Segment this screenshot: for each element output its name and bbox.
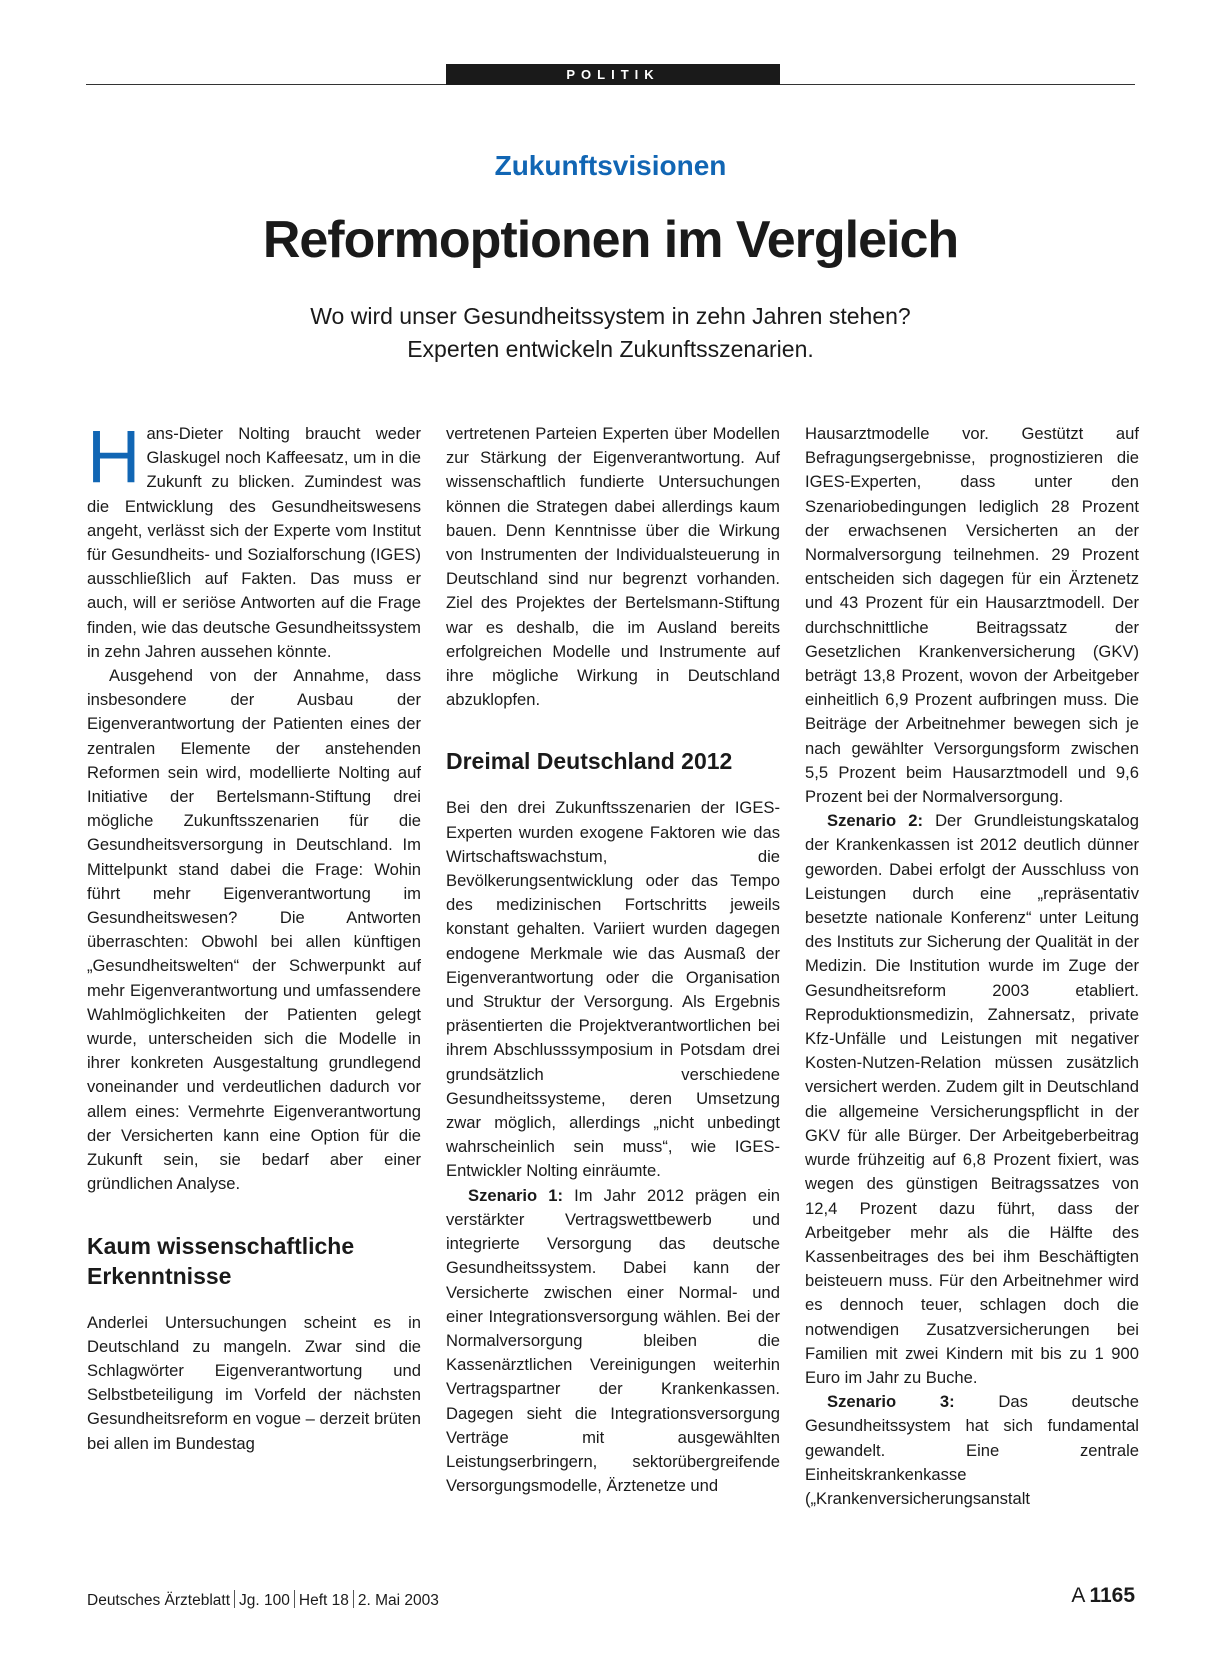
issue: Heft 18 [298,1592,349,1609]
folio-number: 1165 [1089,1584,1135,1607]
column-1 [87,415,421,1456]
column-3 [805,422,1139,1511]
separator [353,1590,354,1608]
page-number [1071,1584,1135,1608]
scenario-label: Szenario 1: [468,1185,564,1205]
paragraph: Hausarztmodelle vor. Gestützt auf Befragungsergebnisse, prognostizieren die IGES-Experten, dass unter den Szenariobedingungen lediglich 28 Prozent der erwachsenen Versicherten an der Normalversorgung teilnehmen. 29 Prozent entscheiden sich dagegen für ein Ärztenetz und 43 Prozent für ein Hausarztmodell. Der durchschnittliche Beitragssatz der Gesetzlichen Krankenversicherung (GKV) beträgt 13,8 Prozent, wovon der Arbeitgeber einheitlich 6,9 Prozent aufbringen muss. Die Beiträge der Arbeitnehmer bewegen sich je nach gewählter Versorgungsform zwischen 5,5 Prozent beim Hausarztmodell und 9,6 Prozent bei der Normalversorgung. [805,424,1139,807]
paragraph: Anderlei Untersuchungen scheint es in Deutschland zu mangeln. Zwar sind die Schlagwörter Eigenverantwortung und Selbstbeteiligung im Vorfeld der nächsten Gesundheitsreform en vogue – derzeit brüten bei allen im Bundestag [87,1312,421,1453]
deck-line-2: Experten entwickeln Zukunftsszenarien. [407,336,814,362]
separator [294,1590,295,1608]
column-2 [446,422,780,1498]
paragraph-text: Der Grundleistungskatalog der Krankenkassen ist 2012 deutlich dünner geworden. Dabei erfolgt der Ausschluss von Leistungen durch eine „repräsentativ besetzte nationale Konferenz“ unter Leitung des Instituts zur Sicherung der Qualität in der Medizin. Die Institution wurde im Zuge der Gesundheitsreform 2003 etabliert. Reproduktionsmedizin, Zahnersatz, private Kfz-Unfälle und Leistungen mit negativer Kosten-Nutzen-Relation müssen zusätzlich versichert werden. Zudem gilt in Deutschland die allgemeine Versicherungspflicht in der GKV für alle Bürger. Der Arbeitgeberbeitrag wurde frühzeitig auf 6,8 Prozent fixiert, was wegen des günstigen Beitragssatzes von 12,4 Prozent dazu führt, dass der Arbeitgeber mehr als die Hälfte des Kassenbeitrages des bei ihm Beschäftigten beisteuern muss. Für den Arbeitnehmer wird es dennoch teuer, schlagen doch die notwendigen Zusatzversicherungen bei Familien mit zwei Kindern mit bis zu 1 900 Euro im Jahr zu Buche. [805,811,1140,1387]
article-deck [0,300,1221,366]
subheading: Kaum wissenschaftliche Erkenntnisse [87,1232,355,1289]
section-label: POLITIK [446,64,780,85]
article-kicker: Zukunftsvisionen [494,150,727,181]
volume: Jg. 100 [239,1592,290,1609]
folio-prefix: A [1071,1584,1086,1607]
issue-date: 2. Mai 2003 [357,1592,439,1609]
paragraph: vertretenen Parteien Experten über Modellen zur Stärkung der Eigenverantwortung. Auf wissenschaftlich fundierte Untersuchungen können die Strategen dabei allerdings kaum bauen. Denn Kenntnisse über die Wirkung von Instrumenten der Individualsteuerung in Deutschland sind nur begrenzt vorhanden. Ziel des Projektes der Bertelsmann-Stiftung war es deshalb, die im Ausland bereits erfolgreichen Modelle und Instrumente auf ihre mögliche Wirkung in Deutschland abzuklopfen. [446,424,780,710]
footer-citation [87,1590,439,1610]
paragraph [805,809,1139,1390]
paragraph-text: ans-Dieter Nolting braucht weder Glaskugel noch Kaffeesatz, um in die Zukunft zu blicken. Zumindest was die Entwicklung des Gesundheitswesens angeht, verlässt sich der Experte vom Institut für Gesundheits- und Sozialforschung (IGES) ausschließlich auf Fakten. Das muss er auch, will er seriöse Antworten auf die Frage finden, wie das deutsche Gesundheitssystem in zehn Jahren aussehen könnte. [87,424,421,661]
separator [234,1590,235,1608]
paragraph-text: Das deutsche Gesundheitssystem hat sich fundamental gewandelt. Eine zentrale Einheitskrankenkasse („Krankenversicherungsanstalt [805,1392,1140,1508]
paragraph [805,1390,1139,1511]
scenario-label: Szenario 2: [827,811,923,831]
deck-line-1: Wo wird unser Gesundheitssystem in zehn Jahren stehen? [310,303,911,329]
paragraph [446,1184,780,1499]
article-title: Reformoptionen im Vergleich [262,211,959,269]
drop-cap: H [87,415,141,498]
paragraph: Ausgehend von der Annahme, dass insbesondere der Ausbau der Eigenverantwortung der Patienten eines der zentralen Elemente der anstehenden Reformen sein wird, modellierte Nolting auf Initiative der Bertelsmann-Stiftung drei mögliche Zukunftsszenarien für die Gesundheitsversorgung in Deutschland. Im Mittelpunkt stand dabei die Frage: Wohin führt mehr Eigenverantwortung im Gesundheitswesen? Die Antworten überraschten: Obwohl bei allen künftigen „Gesundheitswelten“ der Schwerpunkt auf mehr Eigenverantwortung und umfassendere Wahlmöglichkeiten der Patienten gelegt wurde, unterscheiden sich die Modelle in ihrer konkreten Ausgestaltung grundlegend voneinander und verdeutlichen dadurch vor allem eines: Vermehrte Eigenverantwortung der Versicherten kann eine Option für die Zukunft sein, sie bedarf aber einer gründlichen Analyse. [87,666,421,1194]
paragraph-text: Im Jahr 2012 prägen ein verstärkter Vertragswettbewerb und integrierte Versorgung das deutsche Gesundheitssystem. Dabei kann der Versicherte zwischen einer Normal- und einer Integrationsversorgung wählen. Bei der Normalversorgung bleiben die Kassenärztlichen Vereinigungen weiterhin Vertragspartner der Krankenkassen. Dagegen sieht die Integrationsversorgung Verträge mit ausgewählten Leistungserbringern, sektorübergreifende Versorgungsmodelle, Ärztenetze und [446,1185,780,1496]
journal-name: Deutsches Ärzteblatt [87,1592,231,1609]
paragraph [87,415,421,664]
scenario-label: Szenario 3: [827,1392,955,1412]
subheading: Dreimal Deutschland 2012 [446,748,733,775]
paragraph: Bei den drei Zukunftsszenarien der IGES-Experten wurden exogene Faktoren wie das Wirtschaftswachstum, die Bevölkerungsentwicklung oder das Tempo des medizinischen Fortschritts jeweils konstant gehalten. Variiert wurden dagegen endogene Merkmale wie das Ausmaß der Eigenverantwortung oder die Organisation und Struktur der Versorgung. Als Ergebnis präsentierten die Projektverantwortlichen bei ihrem Abschlusssymposium in Potsdam drei grundsätzlich verschiedene Gesundheitssysteme, deren Umsetzung zwar möglich, allerdings „nicht unbedingt wahrscheinlich sein muss“, wie IGES-Entwickler Nolting einräumte. [446,798,780,1181]
